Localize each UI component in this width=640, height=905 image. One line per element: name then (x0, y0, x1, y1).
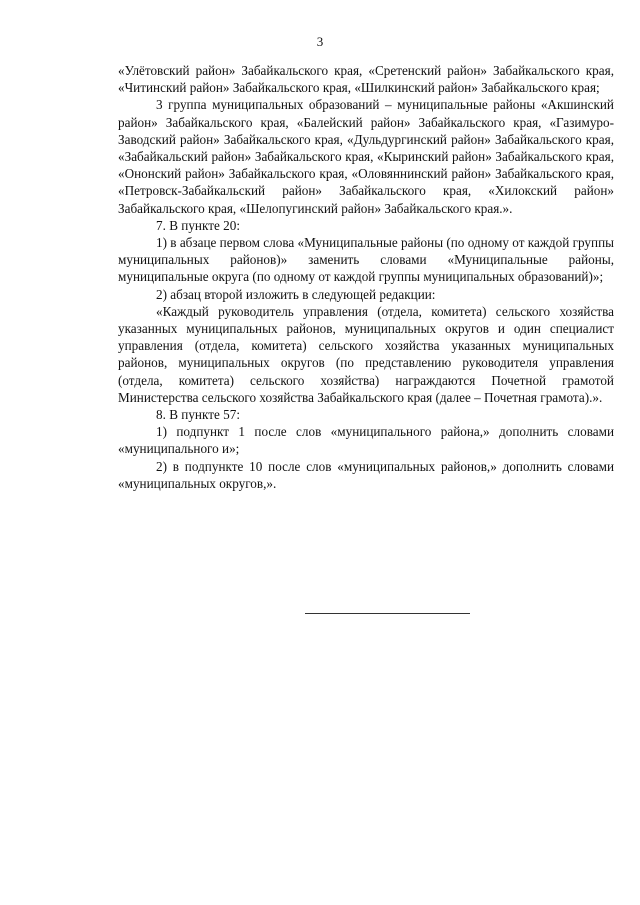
paragraph-item-7-sub-2: 2) абзац второй изложить в следующей редакции: (156, 286, 436, 302)
paragraph-item-8-heading: 8. В пункте 57: (156, 407, 240, 423)
paragraph-districts-continued: «Улётовский район» Забайкальского края, «Сретенский район» Забайкальского края, «Читинский район» Забайкальского края, «Шилкинский район» Забайкальского края; (118, 63, 614, 96)
paragraph-group-3: 3 группа муниципальных образований – муниципальные районы «Акшинский район» Забайкальского края, «Балейский район» Забайкальского края, «Газимуро-Заводский район» Забайкальского края, «Дульдургинский район» Забайкальского края, «Забайкальский район» Забайкальского края, «Кыринский район» Забайкальского края, «Ононский район» Забайкальского края, «Оловяннинский район» Забайкальского края, «Петровск-Забайкальский район» Забайкальского края, «Хилокский район» Забайкальского края, «Шелопугинский район» Забайкальского края.». (118, 97, 614, 216)
paragraph-item-8-sub-1: 1) подпункт 1 после слов «муниципального района,» дополнить словами «муниципального и»; (118, 424, 614, 457)
paragraph-new-wording: «Каждый руководитель управления (отдела, комитета) сельского хозяйства указанных муниципальных районов, муниципальных округов и один специалист управления (отдела, комитета) сельского хозяйства указанных муниципальных районов, муниципальных округов (по представлению руководителя управления (отдела, комитета) сельского хозяйства) награждаются Почетной грамотой Министерства сельского хозяйства Забайкальского края (далее – Почетная грамота).». (118, 303, 614, 405)
document-body (118, 62, 614, 492)
paragraph-item-7-heading: 7. В пункте 20: (156, 217, 240, 233)
paragraph-item-8-sub-2: 2) в подпункте 10 после слов «муниципальных районов,» дополнить словами «муниципальных округов,». (118, 458, 614, 491)
closing-separator-line (305, 613, 470, 614)
paragraph-item-7-sub-1: 1) в абзаце первом слова «Муниципальные районы (по одному от каждой группы муниципальных районов)» заменить словами «Муниципальные районы, муниципальные округа (по одному от каждой группы муниципальных образований)»; (118, 235, 614, 285)
page-number: 3 (316, 34, 324, 49)
